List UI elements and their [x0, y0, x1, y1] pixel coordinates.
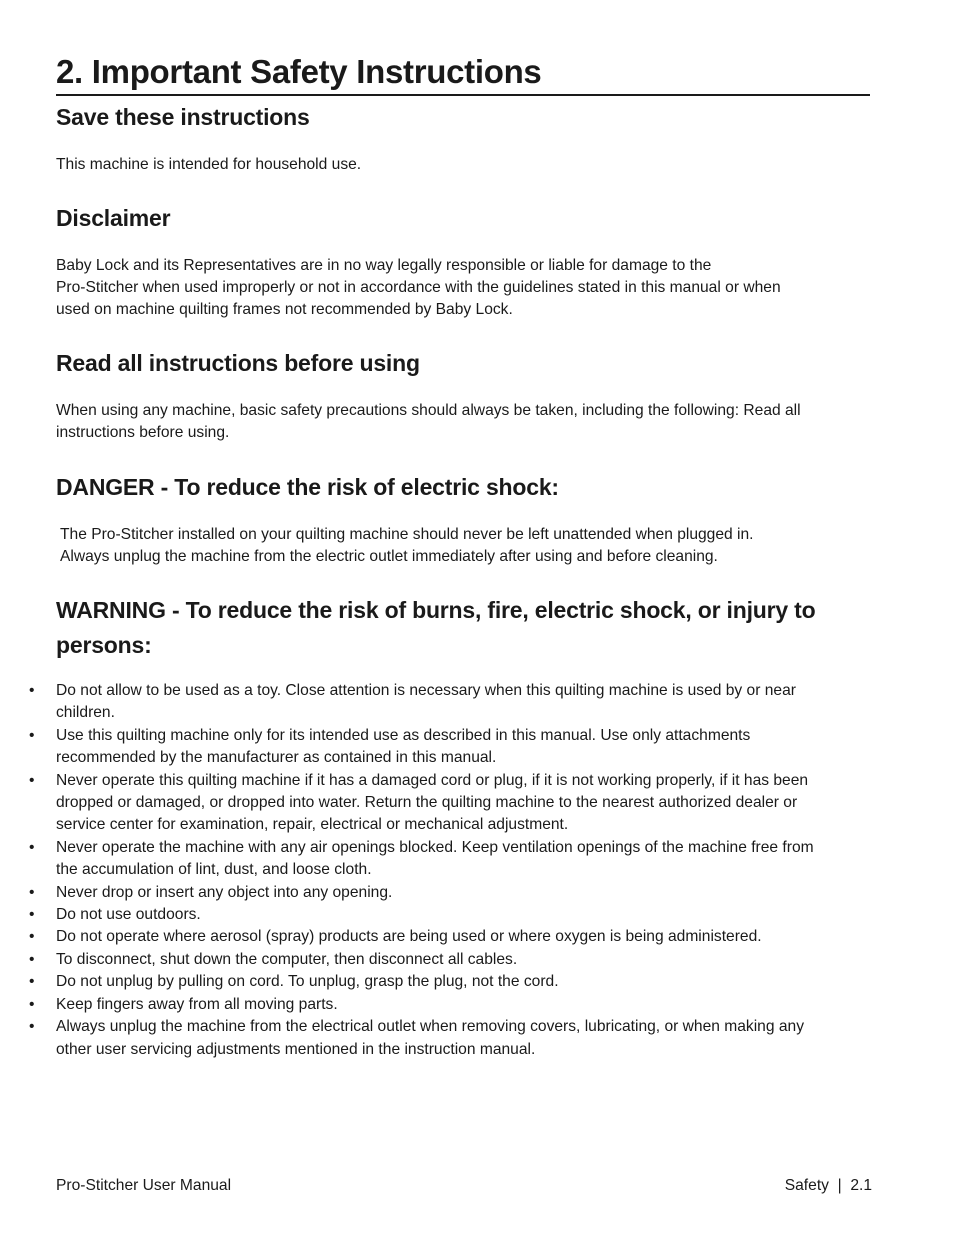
warning-bullet-item — [29, 882, 816, 904]
read-body: When using any machine, basic safety precautions should always be taken, including the following: Read all instructions before using. — [56, 402, 801, 442]
warning-bullet-item — [29, 949, 816, 971]
bullet-mark: • — [29, 682, 35, 699]
warning-bullet-list — [29, 680, 816, 1061]
warning-bullet-text: Do not use outdoors. — [56, 906, 201, 924]
disclaimer-line-2: Pro-Stitcher when used improperly or not in accordance with the guidelines stated in this manual or when — [56, 279, 781, 296]
bullet-mark: • — [29, 1018, 35, 1036]
danger-heading: DANGER - To reduce the risk of electric shock: — [56, 474, 559, 500]
warning-bullet-text: Do not operate where aerosol (spray) products are being used or where oxygen is being administered. — [56, 928, 762, 946]
warning-bullet-item — [29, 680, 816, 725]
warning-bullet-item — [29, 725, 816, 770]
save-body: This machine is intended for household use. — [56, 156, 362, 173]
warning-bullet-item — [29, 904, 816, 926]
danger-line-2: Always unplug the machine from the electric outlet immediately after using and before cleaning. — [60, 548, 718, 565]
chapter-title: 2. Important Safety Instructions — [56, 50, 870, 96]
warning-bullet-text: Use this quilting machine only for its intended use as described in this manual. Use only attachments recommended by the manufacturer as contained in this manual. — [56, 726, 751, 767]
bullet-mark: • — [29, 928, 35, 946]
warning-bullet-item — [29, 994, 816, 1016]
bullet-mark: • — [29, 995, 35, 1013]
warning-bullet-item — [29, 837, 816, 882]
warning-heading: WARNING - To reduce the risk of burns, fire, electric shock, or injury to persons: — [56, 597, 816, 658]
read-heading: Read all instructions before using — [56, 350, 420, 376]
warning-bullet-text: To disconnect, shut down the computer, then disconnect all cables. — [56, 950, 518, 968]
warning-bullet-item — [29, 926, 816, 948]
warning-bullet-item — [29, 971, 816, 993]
footer-page-ref: Safety | 2.1 — [784, 1177, 872, 1194]
save-heading: Save these instructions — [56, 104, 310, 130]
bullet-mark: • — [29, 950, 35, 968]
bullet-mark: • — [29, 883, 35, 901]
bullet-mark: • — [29, 771, 35, 789]
footer-manual-name: Pro-Stitcher User Manual — [56, 1177, 232, 1194]
warning-bullet-item — [29, 1016, 816, 1061]
disclaimer-line-1: Baby Lock and its Representatives are in no way legally responsible or liable for damage to the — [56, 257, 712, 274]
warning-bullet-text: Never operate the machine with any air openings blocked. Keep ventilation openings of the machine free from the accumulation of lint, dust, and loose cloth. — [56, 838, 814, 879]
disclaimer-line-3: used on machine quilting frames not recommended by Baby Lock. — [56, 301, 513, 318]
warning-bullet-item — [29, 770, 816, 837]
warning-bullet-text: Keep fingers away from all moving parts. — [56, 995, 338, 1013]
warning-bullet-text: Do not unplug by pulling on cord. To unplug, grasp the plug, not the cord. — [56, 973, 559, 991]
warning-bullet-text: Do not allow to be used as a toy. Close attention is necessary when this quilting machine is used by or near children. — [56, 682, 796, 722]
bullet-mark: • — [29, 726, 35, 744]
bullet-mark: • — [29, 906, 35, 924]
danger-line-1: The Pro-Stitcher installed on your quilting machine should never be left unattended when plugged in. — [60, 526, 754, 543]
disclaimer-heading: Disclaimer — [56, 205, 171, 231]
warning-bullet-text: Never operate this quilting machine if it has a damaged cord or plug, if it is not working properly, if it has been dropped or damaged, or dropped into water. Return the quilting machine to the nearest authorized dealer or service center for examination, repair, electrical or mechanical adjustment. — [56, 771, 809, 834]
bullet-mark: • — [29, 973, 35, 991]
bullet-mark: • — [29, 838, 35, 856]
warning-bullet-text: Always unplug the machine from the electrical outlet when removing covers, lubricating, or when making any other user servicing adjustments mentioned in the instruction manual. — [56, 1018, 805, 1058]
warning-bullet-text: Never drop or insert any object into any opening. — [56, 883, 393, 901]
